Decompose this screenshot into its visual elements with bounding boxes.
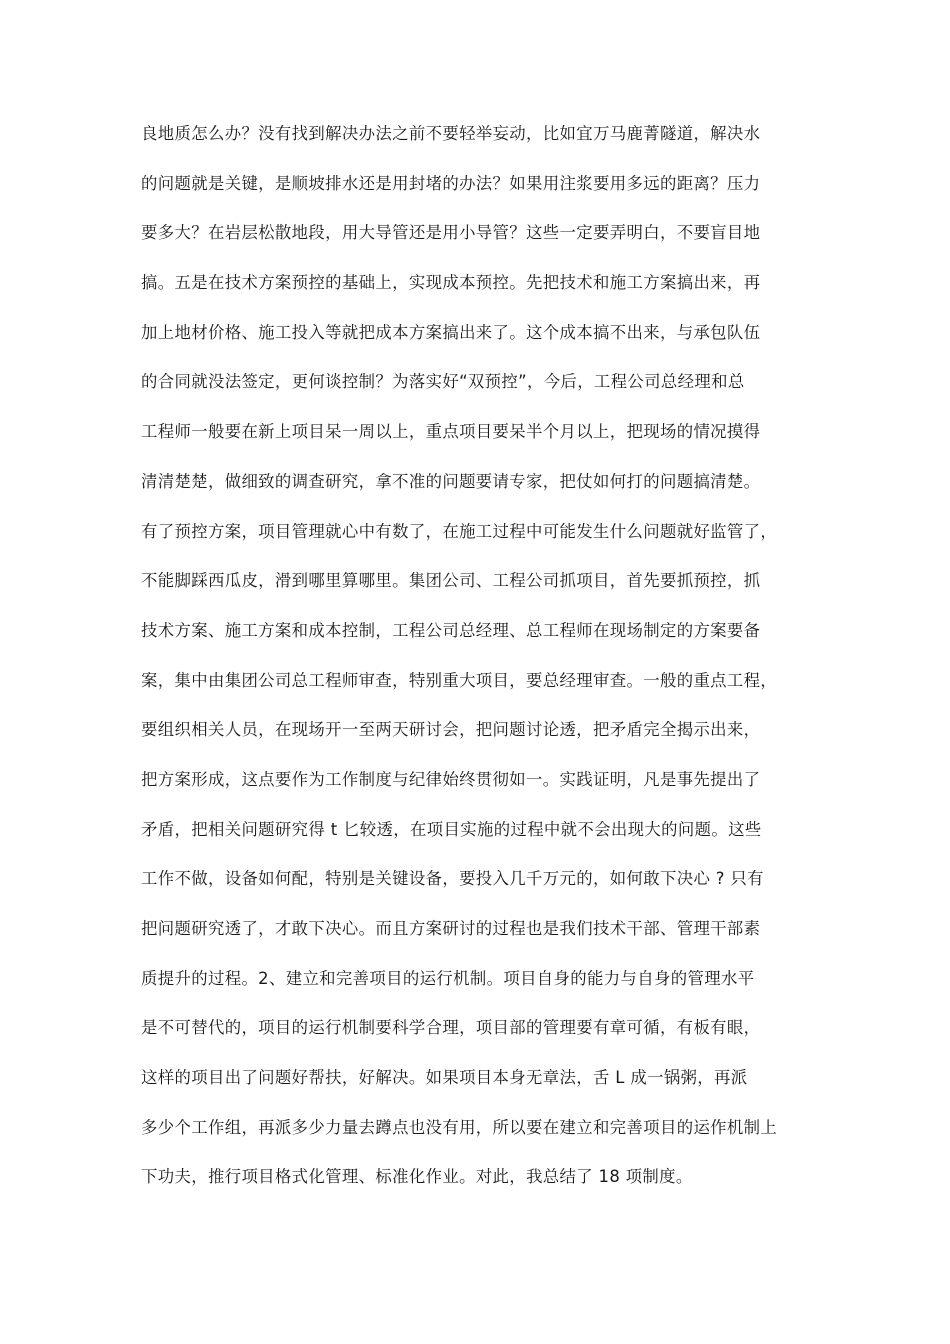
text-line: 质提升的过程。2、建立和完善项目的运行机制。项目自身的能力与自身的管理水平 <box>141 968 755 988</box>
text-line: 这样的项目出了问题好帮扶，好解决。如果项目本身无章法，舌 L 成一锅粥，再派 <box>141 1068 748 1088</box>
text-line: 加上地材价格、施工投入等就把成本方案搞出来了。这个成本搞不出来，与承包队伍 <box>141 322 761 342</box>
text-line: 要组织相关人员，在现场开一至两天研讨会，把问题讨论透，把矛盾完全揭示出来， <box>141 720 761 740</box>
text-line: 多少个工作组，再派多少力量去蹲点也没有用，所以要在建立和完善项目的运作机制上 <box>141 1117 778 1137</box>
text-line: 把方案形成，这点要作为工作制度与纪律始终贯彻如一。实践证明，凡是事先提出了 <box>141 769 761 789</box>
text-line: 案，集中由集团公司总工程师审查，特别重大项目，要总经理审查。一般的重点工程， <box>141 670 778 690</box>
text-line: 下功夫，推行项目格式化管理、标准化作业。对此，我总结了 18 项制度。 <box>141 1167 693 1187</box>
text-line: 把问题研究透了，才敢下决心。而且方案研讨的过程也是我们技术干部、管理干部素 <box>141 919 761 938</box>
text-line: 的问题就是关键，是顺坡排水还是用封堵的办法？如果用注浆要用多远的距离？压力 <box>141 173 761 193</box>
text-line: 的合同就没法签定，更何谈控制？为落实好“双预控”，今后，工程公司总经理和总 <box>141 372 745 392</box>
text-line: 矛盾，把相关问题研究得 t 匕较透，在项目实施的过程中就不会出现大的问题。这些 <box>141 819 762 839</box>
text-line: 要多大？在岩层松散地段，用大导管还是用小导管？这些一定要弄明白，不要盲目地 <box>141 223 761 243</box>
body-text <box>141 126 831 1219</box>
text-line: 是不可替代的，项目的运行机制要科学合理，项目部的管理要有章可循，有板有眼， <box>141 1018 761 1038</box>
text-line: 搞。五是在技术方案预控的基础上，实现成本预控。先把技术和施工方案搞出来，再 <box>141 273 761 293</box>
text-line: 工程师一般要在新上项目呆一周以上，重点项目要呆半个月以上，把现场的情况摸得 <box>141 422 761 442</box>
text-line: 良地质怎么办？没有找到解决办法之前不要轻举妄动，比如宜万马鹿菁隧道，解决水 <box>141 124 761 143</box>
text-line: 不能脚踩西瓜皮，滑到哪里算哪里。集团公司、工程公司抓项目，首先要抓预控，抓 <box>141 571 761 591</box>
text-line: 有了预控方案，项目管理就心中有数了，在施工过程中可能发生什么问题就好监管了， <box>141 521 778 541</box>
text-line: 清清楚楚，做细致的调查研究，拿不准的问题要请专家，把仗如何打的问题搞清楚。 <box>141 471 761 491</box>
text-line: 技术方案、施工方案和成本控制，工程公司总经理、总工程师在现场制定的方案要备 <box>141 620 761 640</box>
text-line: 工作不做，设备如何配，特别是关键设备，要投入几千万元的，如何敢下决心 ? 只有 <box>141 869 764 889</box>
